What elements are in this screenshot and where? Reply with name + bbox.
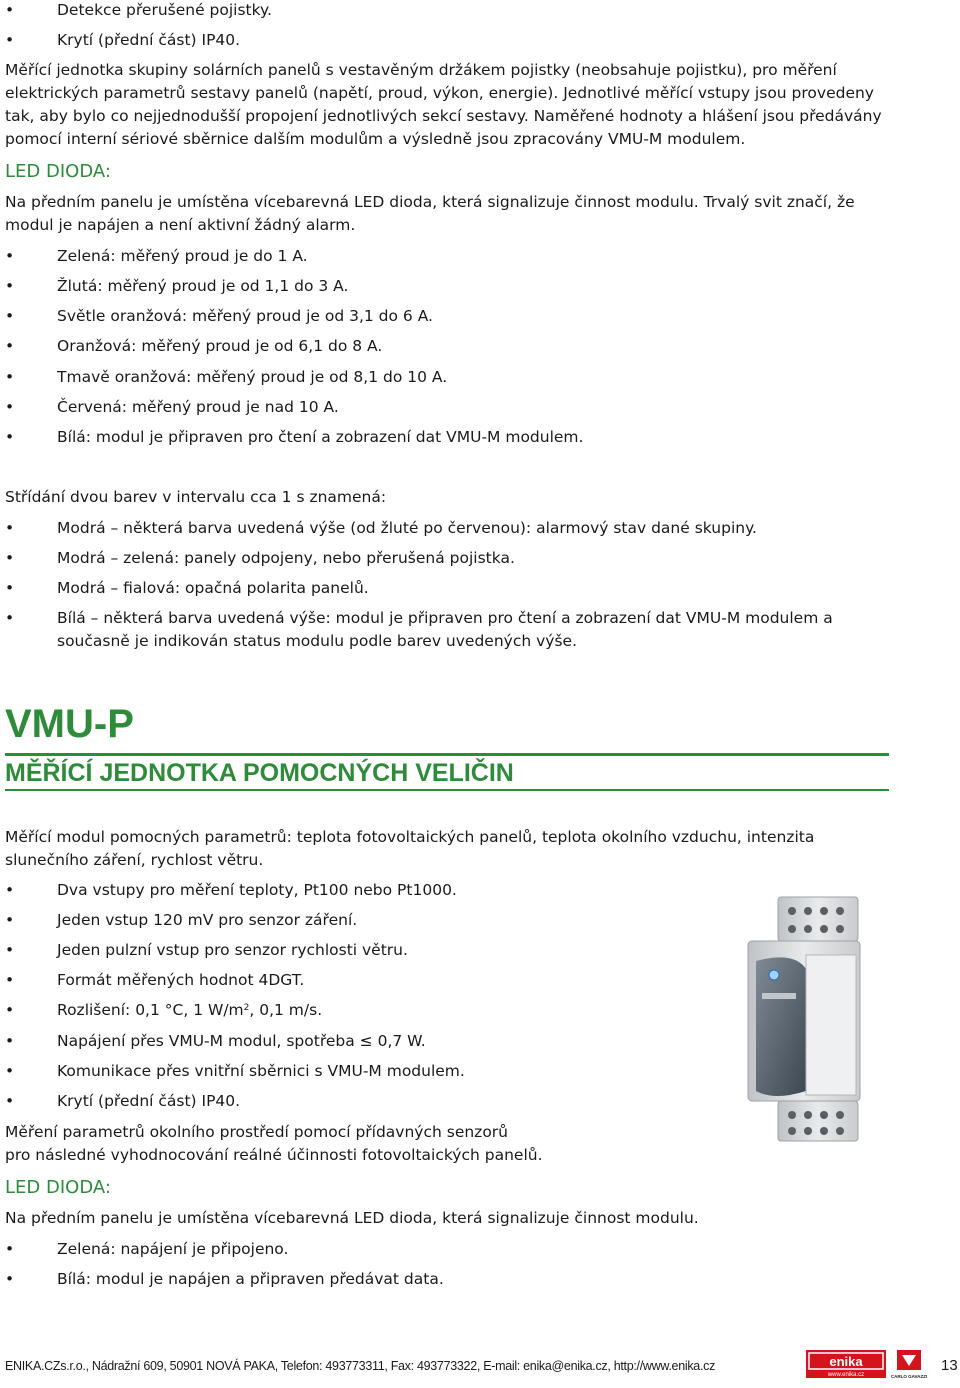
bullet: •	[5, 1, 15, 19]
bullet: •	[5, 911, 15, 929]
bullet: •	[5, 971, 15, 989]
bullet: •	[5, 31, 15, 49]
bullet: •	[5, 1240, 15, 1258]
subtitle-divider	[5, 789, 889, 791]
bullet: •	[5, 337, 15, 355]
led-paragraph: Na předním panelu je umístěna vícebarevná LED dioda, která signalizuje činnost modulu.	[5, 1209, 699, 1227]
env-paragraph: Měření parametrů okolního prostředí pomocí přídavných senzorů pro následné vyhodnocování reálné účinnosti fotovoltaických panelů.	[5, 1123, 543, 1164]
carlo-gavazzi-logo	[890, 1350, 928, 1380]
bullet: •	[5, 247, 15, 265]
bullet: •	[5, 368, 15, 386]
page-number: 13	[941, 1357, 958, 1374]
bullet: •	[5, 1001, 15, 1019]
cg-logo-text: CARLO GAVAZZI	[890, 1374, 928, 1379]
title-divider	[5, 753, 889, 756]
section-title: VMU-P	[5, 702, 134, 746]
bullet: •	[5, 277, 15, 295]
bullet: •	[5, 1062, 15, 1080]
device-image	[734, 895, 864, 1145]
bullet: •	[5, 609, 15, 627]
bullet: •	[5, 549, 15, 567]
alternation-intro: Střídání dvou barev v intervalu cca 1 s znamená:	[5, 488, 387, 506]
intro-paragraph: Měřící jednotka skupiny solárních panelů s vestavěným držákem pojistky (neobsahuje pojistku), pro měření elektrických parametrů sestavy panelů (napětí, proud, výkon, energie). Jednotlivé měřící vstupy jsou provedeny tak, aby bylo co nejjednodušší propojení jednotlivých sekcí sestavy. Naměřené hodnoty a hlášení jsou předávány pomocí interní sériové sběrnice dalším modulům a výsledně jsou zpracovány VMU-M modulem.	[5, 61, 882, 148]
section-subtitle: MĚŘÍCÍ JEDNOTKA POMOCNÝCH VELIČIN	[5, 759, 514, 787]
led-heading: LED DIODA:	[5, 1177, 111, 1198]
footer-contact: ENIKA.CZs.r.o., Nádražní 609, 50901 NOVÁ PAKA, Telefon: 493773311, Fax: 493773322, E-mail: enika@enika.cz, http://www.enika.cz	[5, 1359, 716, 1373]
bullet: •	[5, 881, 15, 899]
bullet: •	[5, 579, 15, 597]
bullet: •	[5, 1270, 15, 1288]
section-paragraph: Měřící modul pomocných parametrů: teplota fotovoltaických panelů, teplota okolního vzduchu, intenzita slunečního záření, rychlost větru.	[5, 828, 815, 869]
led-heading: LED DIODA:	[5, 161, 111, 182]
enika-logo	[806, 1350, 886, 1378]
bullet: •	[5, 1032, 15, 1050]
bullet: •	[5, 307, 15, 325]
bullet: •	[5, 1092, 15, 1110]
enika-logo-url: www.enika.cz	[827, 1372, 865, 1378]
bullet: •	[5, 398, 15, 416]
bullet: •	[5, 941, 15, 959]
bullet: •	[5, 519, 15, 537]
bullet: •	[5, 428, 15, 446]
enika-logo-text: enika	[829, 1354, 863, 1369]
led-paragraph: Na předním panelu je umístěna vícebarevná LED dioda, která signalizuje činnost modulu. Trvalý svit značí, že modul je napájen a není aktivní žádný alarm.	[5, 193, 855, 234]
